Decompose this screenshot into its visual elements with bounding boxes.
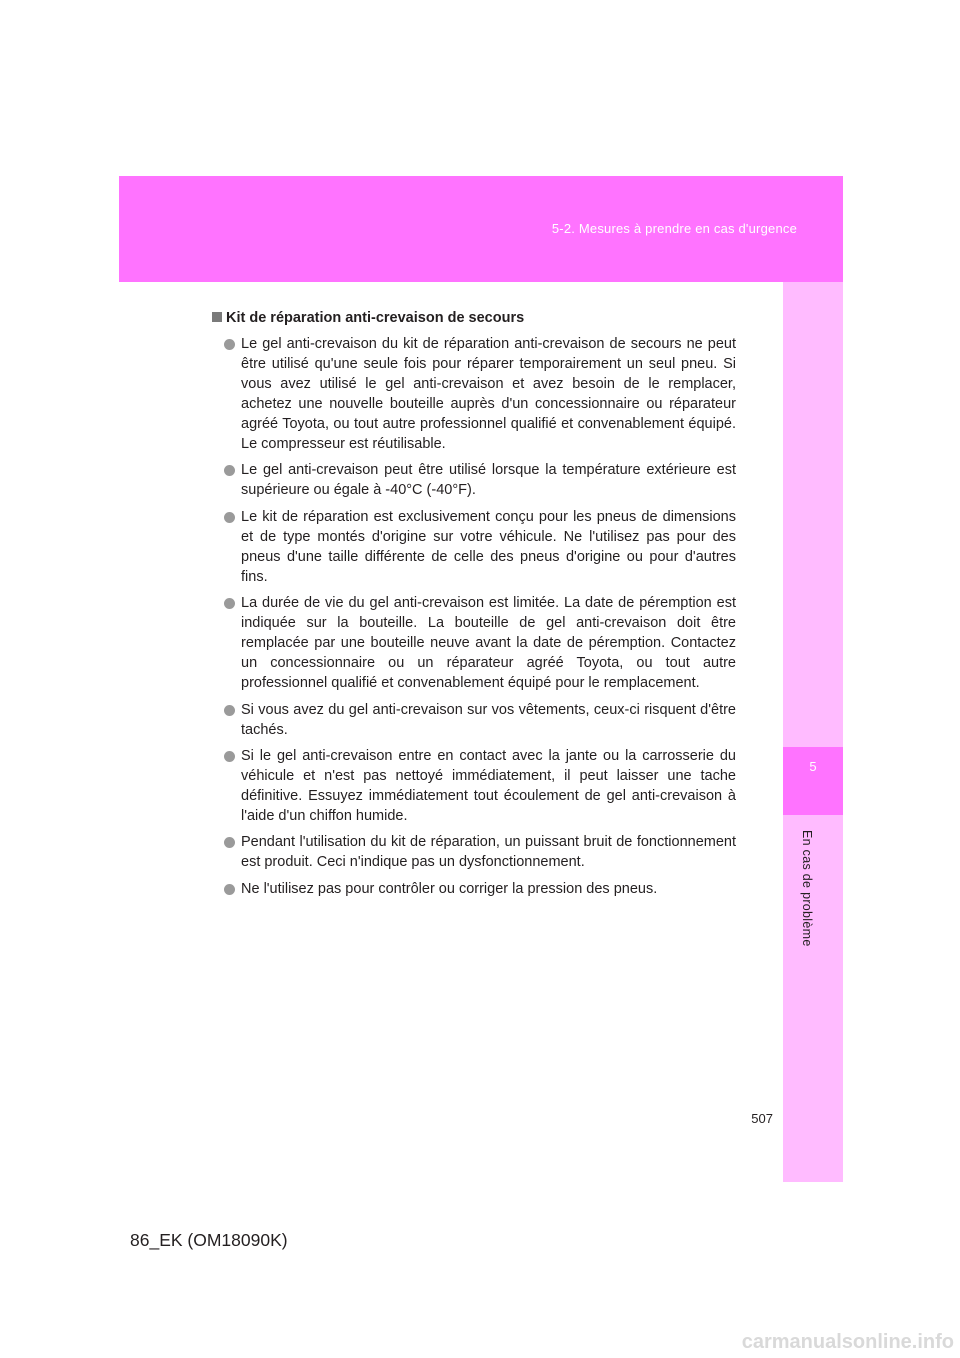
section-header-title: 5-2. Mesures à prendre en cas d'urgence <box>551 221 797 236</box>
circle-bullet-icon <box>224 339 235 350</box>
list-item <box>212 879 736 899</box>
list-item-text: Le gel anti-crevaison du kit de réparation anti-crevaison de secours ne peut être utilisé qu'une seule fois pour réparer temporairement un seul pneu. Si vous avez utilisé le gel anti-crevaison et avez besoin de le remplacer, achetez une nouvelle bouteille auprès d'un concessionnaire ou réparateur agréé Toyota, ou tout autre professionnel qualifié et convenablement équipé. Le compresseur est réutilisable. <box>241 336 736 452</box>
list-item-text: Le kit de réparation est exclusivement conçu pour les pneus de dimensions et de type montés d'origine sur votre véhicule. Ne l'utilisez pas pour des pneus d'une taille différente de celle des pneus d'origine ou pour d'autres fins. <box>241 508 736 585</box>
list-item <box>212 334 736 454</box>
circle-bullet-icon <box>224 884 235 895</box>
list-item-text: Si vous avez du gel anti-crevaison sur vos vêtements, ceux-ci risquent d'être tachés. <box>241 701 736 738</box>
circle-bullet-icon <box>224 512 235 523</box>
list-item <box>212 460 736 500</box>
list-item <box>212 593 736 693</box>
list-item-text: Si le gel anti-crevaison entre en contact avec la jante ou la carrosserie du véhicule et n'est pas nettoyé immédiatement, il peut laisser une tache définitive. Essuyez immédiatement tout écoulement de gel anti-crevaison à l'aide d'un chiffon humide. <box>241 747 736 824</box>
page-number: 507 <box>751 1111 773 1126</box>
list-item <box>212 832 736 872</box>
list-item <box>212 507 736 587</box>
section-title <box>212 308 736 328</box>
list-item <box>212 746 736 826</box>
main-content <box>212 308 736 905</box>
list-item <box>212 700 736 740</box>
circle-bullet-icon <box>224 465 235 476</box>
chapter-side-tab <box>783 282 843 1182</box>
circle-bullet-icon <box>224 751 235 762</box>
section-title-text: Kit de réparation anti-crevaison de secours <box>226 310 525 326</box>
watermark: carmanualsonline.info <box>741 1331 954 1353</box>
chapter-number: 5 <box>809 759 817 774</box>
document-code: 86_EK (OM18090K) <box>130 1230 288 1250</box>
circle-bullet-icon <box>224 598 235 609</box>
header-band <box>119 176 843 282</box>
list-item-text: Ne l'utilisez pas pour contrôler ou corriger la pression des pneus. <box>241 880 658 897</box>
circle-bullet-icon <box>224 837 235 848</box>
circle-bullet-icon <box>224 705 235 716</box>
list-item-text: La durée de vie du gel anti-crevaison est limitée. La date de péremption est indiquée sur la bouteille. La bouteille de gel anti-crevaison doit être remplacée par une bouteille neuve avant la date de péremption. Contactez un concessionnaire ou un réparateur agréé Toyota, ou tout autre professionnel qualifié et convenablement équipé pour le remplacement. <box>241 595 736 692</box>
square-bullet-icon <box>212 312 222 322</box>
chapter-label: En cas de problème <box>800 830 814 947</box>
chapter-tab-active[interactable] <box>783 747 843 815</box>
list-item-text: Le gel anti-crevaison peut être utilisé lorsque la température extérieure est supérieure ou égale à -40°C (-40°F). <box>241 462 736 499</box>
list-item-text: Pendant l'utilisation du kit de réparation, un puissant bruit de fonctionnement est produit. Ceci n'indique pas un dysfonctionnement. <box>241 834 736 871</box>
